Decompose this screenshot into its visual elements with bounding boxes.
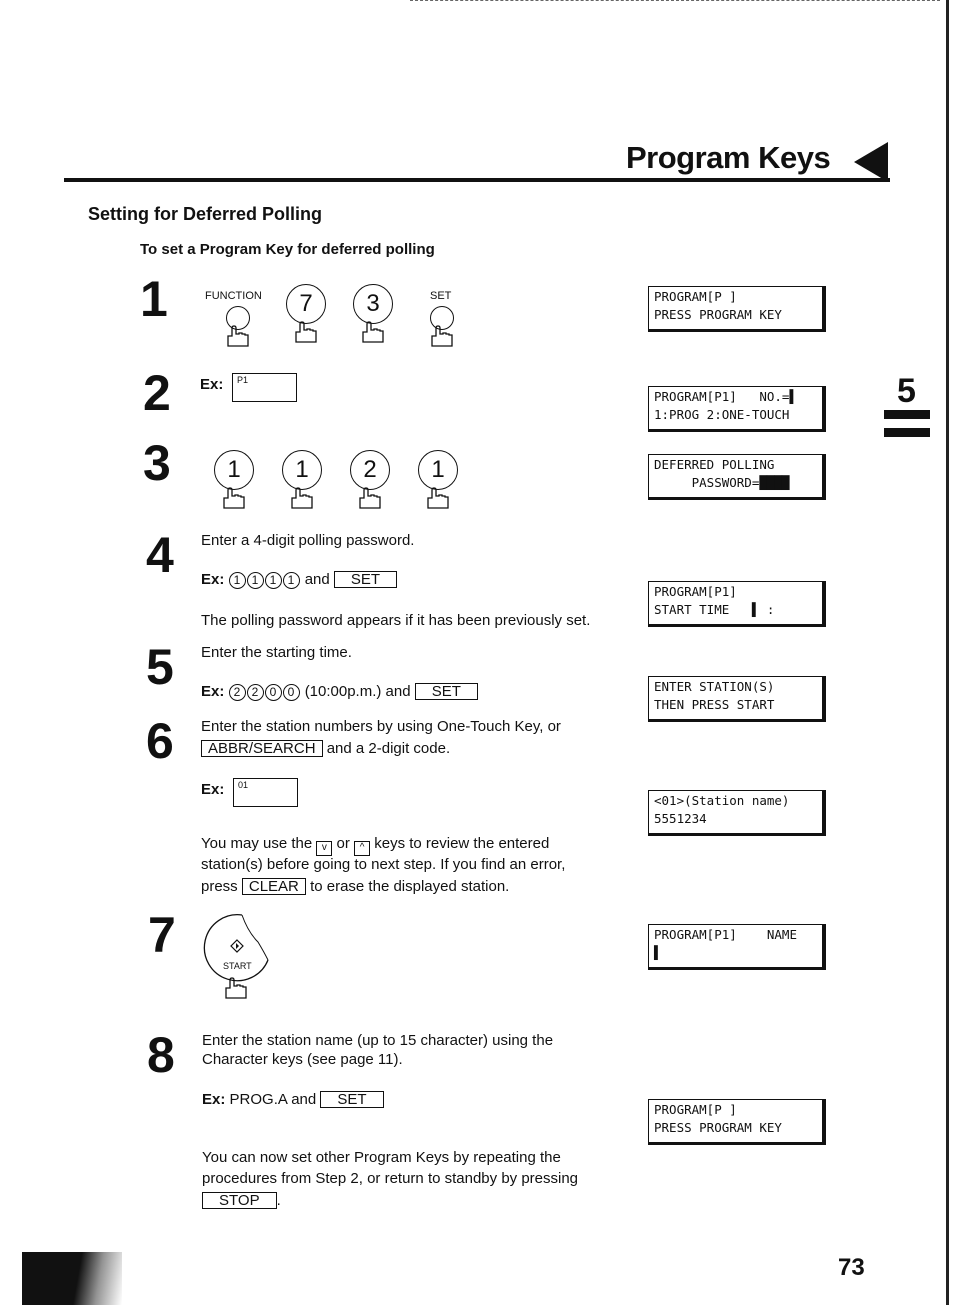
lcd-line-1: DEFERRED POLLING — [654, 457, 775, 472]
lcd-display — [648, 676, 826, 722]
key-1[interactable] — [214, 450, 258, 514]
step-number-3: 3 — [143, 435, 169, 491]
time-text: (10:00p.m.) and — [304, 683, 411, 700]
key-1[interactable] — [418, 450, 462, 514]
finger-press-icon — [290, 486, 314, 510]
digit-2: 2 — [229, 684, 246, 701]
set-key-label: SET — [430, 290, 452, 302]
step-6-note-line-3 — [201, 876, 509, 897]
example-label: Ex: — [201, 683, 225, 700]
start-key[interactable] — [200, 912, 274, 1006]
digit-0: 0 — [265, 684, 282, 701]
lcd-display — [648, 790, 826, 836]
finger-press-icon — [358, 486, 382, 510]
chapter-tab-bar — [884, 410, 930, 419]
note-text: press — [201, 878, 238, 895]
abbr-search-button[interactable]: ABBR/SEARCH — [201, 740, 323, 757]
lcd-line-1: PROGRAM[P1] NO.=▌ — [654, 389, 797, 404]
key-1[interactable] — [282, 450, 326, 514]
finger-press-icon — [294, 320, 318, 344]
lcd-line-1: PROGRAM[P1] — [654, 584, 737, 599]
or-text: or — [336, 835, 350, 852]
up-arrow-key[interactable]: ^ — [354, 841, 370, 856]
example-label: Ex: — [200, 376, 224, 393]
finger-press-icon — [361, 320, 385, 344]
lcd-line-1: PROGRAM[P1] NAME — [654, 927, 797, 942]
lcd-display — [648, 454, 826, 500]
scan-top-edge — [410, 0, 940, 2]
step-5-example — [201, 681, 478, 702]
lcd-line-1: ENTER STATION(S) — [654, 679, 775, 694]
page-edge-rule — [946, 0, 949, 1305]
step-4-example — [201, 569, 397, 590]
step-number-5: 5 — [146, 639, 172, 695]
and-text: and — [304, 571, 330, 588]
one-touch-key-01[interactable] — [233, 778, 298, 807]
step-number-8: 8 — [147, 1027, 173, 1083]
finger-press-icon — [222, 486, 246, 510]
one-touch-key-01-label: 01 — [238, 780, 249, 790]
period: . — [276, 1192, 281, 1209]
section-title: Setting for Deferred Polling — [88, 204, 323, 224]
closing-text-line-3 — [202, 1190, 281, 1211]
function-key-label: FUNCTION — [205, 290, 262, 302]
finger-press-icon — [226, 324, 250, 348]
step-4-instruction: Enter a 4-digit polling password. — [201, 532, 415, 549]
key-7[interactable] — [286, 284, 330, 348]
example-text: PROG.A and — [229, 1091, 317, 1108]
key-3-label: 3 — [353, 284, 393, 324]
lcd-display — [648, 386, 826, 432]
closing-text-line-1: You can now set other Program Keys by repeating the — [202, 1149, 561, 1166]
step-6-instruction: Enter the station numbers by using One-Touch Key, or — [201, 718, 561, 735]
step-6-note-line-2: station(s) before going to next step. If you find an error, — [201, 856, 566, 873]
step-4-note: The polling password appears if it has been previously set. — [201, 612, 591, 629]
digit-0: 0 — [283, 684, 300, 701]
digit-1: 1 — [247, 572, 264, 589]
step-number-1: 1 — [140, 271, 166, 327]
note-text: to erase the displayed station. — [310, 878, 510, 895]
finger-press-icon — [430, 324, 454, 348]
page-number: 73 — [838, 1254, 865, 1281]
step-5-instruction: Enter the starting time. — [201, 644, 352, 661]
down-arrow-key[interactable]: v — [316, 841, 332, 856]
lcd-line-2: 5551234 — [654, 811, 707, 826]
set-key[interactable] — [422, 288, 466, 352]
stop-button[interactable]: STOP — [202, 1192, 277, 1209]
lcd-line-2: PRESS PROGRAM KEY — [654, 307, 782, 322]
lcd-display — [648, 581, 826, 627]
finger-press-icon — [426, 486, 450, 510]
example-label: Ex: — [201, 571, 225, 588]
set-button[interactable]: SET — [415, 683, 478, 700]
lcd-line-2: 1:PROG 2:ONE-TOUCH — [654, 407, 790, 422]
chapter-tab-number: 5 — [897, 372, 916, 410]
set-button[interactable]: SET — [320, 1091, 383, 1108]
subsection-title: To set a Program Key for deferred polling — [140, 241, 435, 258]
lcd-display — [648, 1099, 826, 1145]
key-2-label: 2 — [350, 450, 390, 490]
step-number-7: 7 — [148, 907, 174, 963]
lcd-line-2: START TIME ▌ : — [654, 602, 775, 617]
key-7-label: 7 — [286, 284, 326, 324]
step-number-4: 4 — [146, 527, 172, 583]
program-key-p1[interactable] — [232, 373, 297, 402]
digit-1: 1 — [283, 572, 300, 589]
step-8-example — [202, 1089, 384, 1110]
set-button[interactable]: SET — [334, 571, 397, 588]
arrow-left-icon — [854, 142, 888, 182]
page-title: Program Keys — [626, 140, 831, 175]
step-8-instruction: Enter the station name (up to 15 character) using the — [202, 1032, 554, 1049]
example-label: Ex: — [202, 1091, 226, 1108]
lcd-line-2: THEN PRESS START — [654, 697, 775, 712]
step-6-note-line-1 — [201, 833, 549, 856]
key-3[interactable] — [353, 284, 397, 348]
key-1-label: 1 — [282, 450, 322, 490]
example-label: Ex: — [201, 781, 225, 798]
clear-button[interactable]: CLEAR — [242, 878, 306, 895]
lcd-display — [648, 286, 826, 332]
lcd-line-1: PROGRAM[P ] — [654, 1102, 737, 1117]
key-1-label: 1 — [214, 450, 254, 490]
step-8-instruction-2: Character keys (see page 11). — [202, 1051, 403, 1068]
step-6-instruction-tail: and a 2-digit code. — [326, 740, 451, 757]
step-number-6: 6 — [146, 713, 172, 769]
program-key-p1-label: P1 — [237, 375, 249, 385]
note-text: You may use the — [201, 835, 313, 852]
lcd-line-2: PASSWORD=████ — [654, 475, 790, 490]
function-key[interactable] — [218, 288, 262, 352]
digit-1: 1 — [229, 572, 246, 589]
note-text: keys to review the entered — [374, 835, 550, 852]
lcd-display — [648, 924, 826, 970]
key-2[interactable] — [350, 450, 394, 514]
header-divider — [64, 178, 890, 182]
step-6-instruction-2 — [201, 738, 450, 759]
scan-artifact — [22, 1252, 122, 1305]
closing-text-line-2: procedures from Step 2, or return to standby by pressing — [202, 1170, 579, 1187]
lcd-line-1: PROGRAM[P ] — [654, 289, 737, 304]
lcd-line-2: PRESS PROGRAM KEY — [654, 1120, 782, 1135]
chapter-tab-bar — [884, 428, 930, 437]
lcd-line-1: <01>(Station name) — [654, 793, 790, 808]
digit-2: 2 — [247, 684, 264, 701]
start-key-label: START — [223, 961, 252, 971]
start-button-icon — [200, 912, 274, 1006]
lcd-line-2: ▌ — [654, 945, 662, 960]
key-1-label: 1 — [418, 450, 458, 490]
step-number-2: 2 — [143, 365, 169, 421]
digit-1: 1 — [265, 572, 282, 589]
